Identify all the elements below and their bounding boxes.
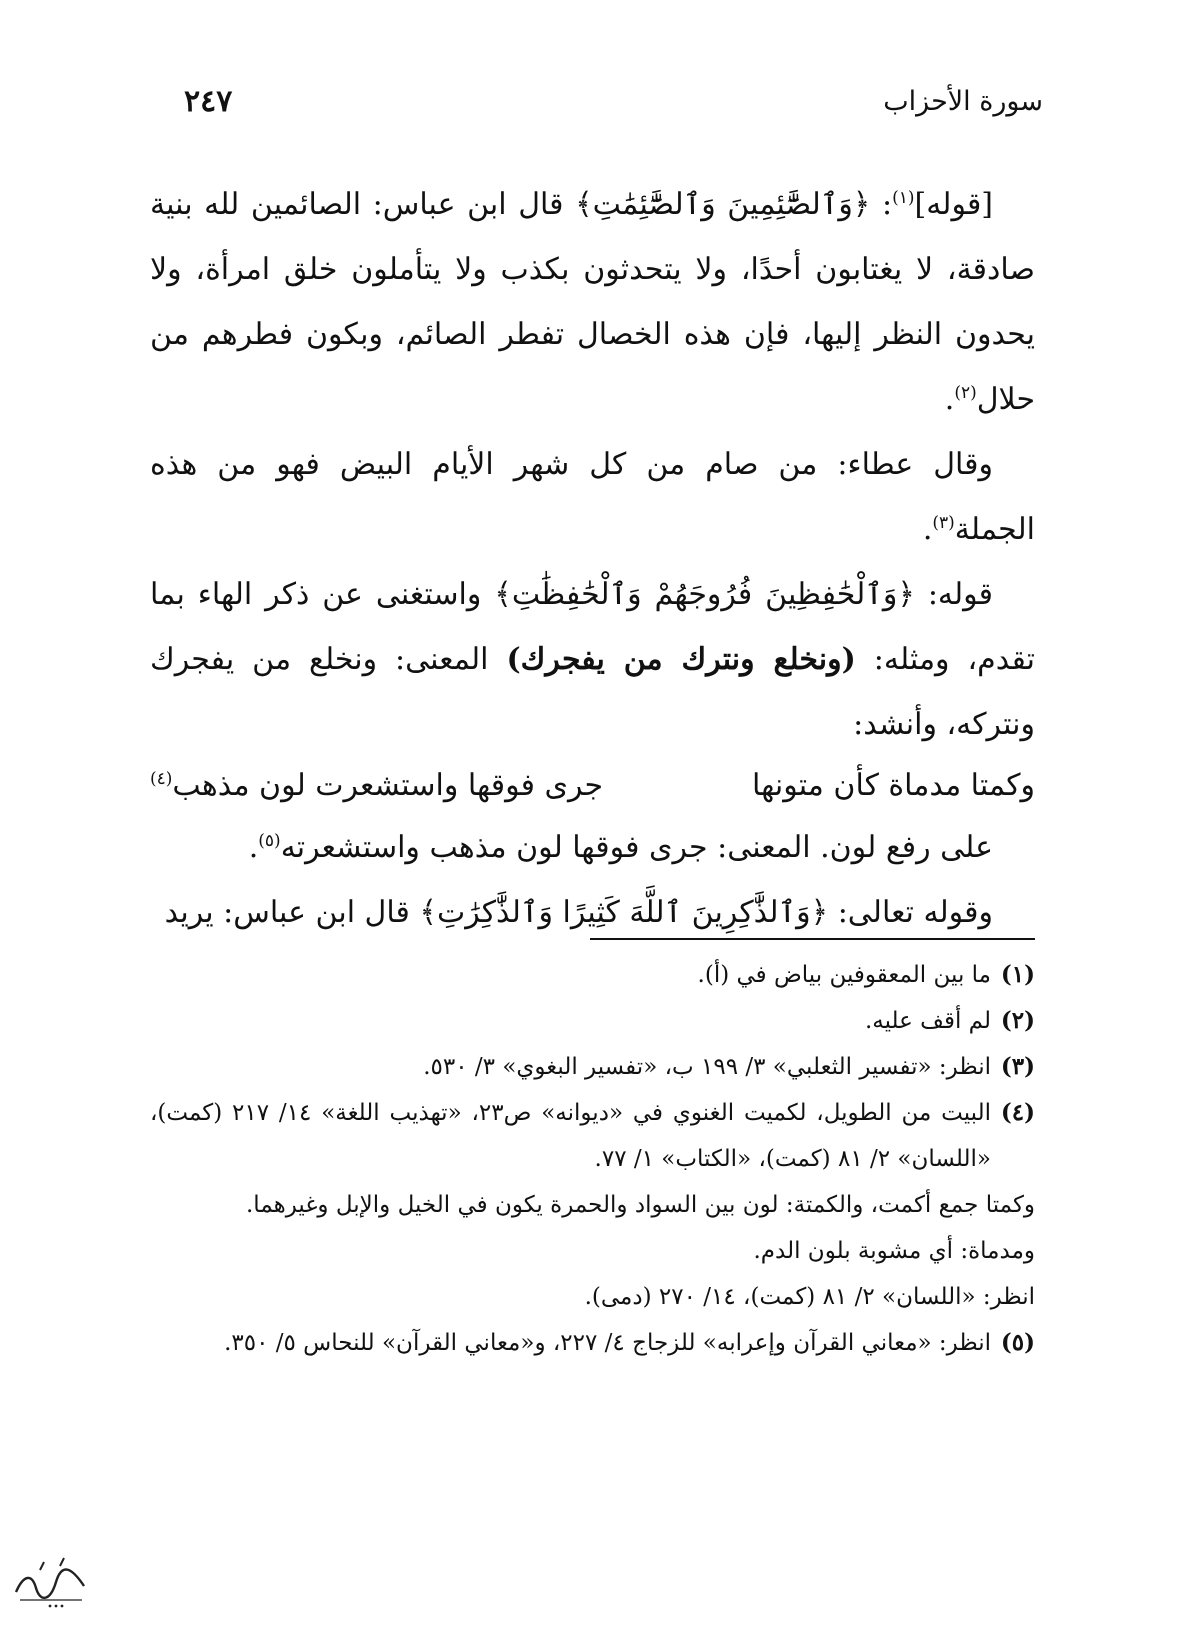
main-text [150, 172, 1035, 945]
quran-quote: ﴿وَٱلصَّٰٓئِمِينَ وَٱلصَّٰٓئِمَٰتِ﴾ [575, 187, 871, 222]
footnote-5: (٥) انظر: «معاني القرآن وإعرابه» للزجاج ٤/ ٢٢٧، و«معاني القرآن» للنحاس ٥/ ٣٥٠. [224, 1329, 1035, 1356]
footnote-ref-4: (٤) [150, 769, 173, 789]
footnote-ref-2: (٢) [954, 383, 977, 403]
paragraph-3: قوله: ﴿وَٱلْحَٰفِظِينَ فُرُوجَهُمْ وَٱلْحَٰفِظَٰتِ﴾ واستغنى عن ذكر الهاء بما تقدم، ومثله: (ونخلع ونترك من يفجرك) المعنى: ونخلع من يفجرك ونتركه، وأنشد: [150, 577, 1035, 742]
paragraph-4: على رفع لون. المعنى: جرى فوقها لون مذهب واستشعرته$^{(٥)}$. [248, 830, 993, 865]
footnote-4: (٤) البيت من الطويل، لكميت الغنوي في «ديوانه» ص٢٣، «تهذيب اللغة» ١٤/ ٢١٧ (كمت)، «اللسان» ٢/ ٨١ (كمت)، «الكتاب» ١/ ٧٧. [150, 1099, 1035, 1172]
verse-first-hemistich: وكمتا مدماة كأن متونها [751, 768, 1035, 803]
running-title: سورة الأحزاب [883, 86, 1043, 117]
footnote-ref-3: (٣) [932, 513, 955, 533]
footnotes [150, 952, 1035, 1366]
page-number: ٢٤٧ [184, 84, 233, 119]
quran-quote: ﴿وَٱلْحَٰفِظِينَ فُرُوجَهُمْ وَٱلْحَٰفِظَٰتِ﴾ [494, 577, 915, 612]
paragraph-1: [قوله]$^{(١)}$: ﴿وَٱلصَّٰٓئِمِينَ وَٱلصَّٰٓئِمَٰتِ﴾ قال ابن عباس: الصائمين لله بنية صادقة، لا يغتابون أحدًا، ولا يتحدثون بكذب ولا يتأملون خلق امرأة، ولا يحدون النظر إليها، فإن هذه الخصال تفطر الصائم، وبكون فطرهم من حلال$^{(٢)}$. [150, 187, 1035, 417]
poetry-verse [150, 757, 1035, 815]
footnote-3: (٣) انظر: «تفسير الثعلبي» ٣/ ١٩٩ ب، «تفسير البغوي» ٣/ ٥٣٠. [423, 1053, 1035, 1080]
footnote-1: (١) ما بين المعقوفين بياض في (أ). [697, 961, 1035, 988]
footnote-divider [590, 938, 1035, 940]
library-stamp-logo [10, 1552, 90, 1612]
paragraph-5: وقوله تعالى: ﴿وَٱلذَّٰكِرِينَ ٱللَّهَ كَثِيرًا وَٱلذَّٰكِرَٰتِ﴾ قال ابن عباس: يريد [164, 895, 993, 930]
footnote-4-continuation: وكمتا جمع أكمت، والكمتة: لون بين السواد والحمرة يكون في الخيل والإبل وغيرهما. [246, 1192, 1035, 1218]
quran-quote: ﴿وَٱلذَّٰكِرِينَ ٱللَّهَ كَثِيرًا وَٱلذَّٰكِرَٰتِ﴾ [419, 895, 829, 930]
footnote-ref-1: (١) [892, 188, 915, 208]
footnote-ref-5: (٥) [258, 831, 281, 851]
footnote-2: (٢) لم أقف عليه. [864, 1007, 1035, 1034]
footnote-4-continuation: ومدماة: أي مشوبة بلون الدم. [753, 1238, 1035, 1264]
footnote-4-continuation: انظر: «اللسان» ٢/ ٨١ (كمت)، ١٤/ ٢٧٠ (دمى). [584, 1284, 1035, 1310]
paragraph-2: وقال عطاء: من صام من كل شهر الأيام البيض فهو من هذه الجملة$^{(٣)}$. [150, 447, 1035, 547]
verse-second-hemistich: جرى فوقها واستشعرت لون مذهب$^{(٤)}$ [150, 768, 604, 803]
quoted-phrase: (ونخلع ونترك من يفجرك) [506, 642, 856, 677]
